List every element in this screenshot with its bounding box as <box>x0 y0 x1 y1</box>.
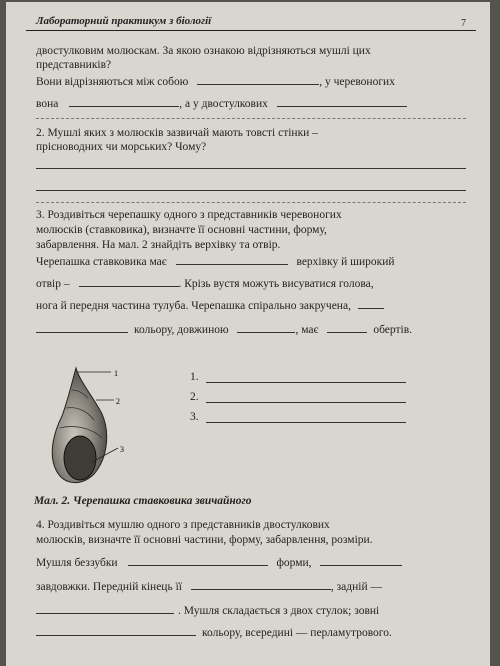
q3-line-6: нога й передня частина тулуба. Черепашка спірально закручена, <box>36 297 384 314</box>
q2-line-2: прісноводних чи морських? Чому? <box>36 141 207 153</box>
intro-line-4: вона , а у двостулкових <box>36 95 407 112</box>
separator <box>36 202 466 203</box>
q3-line-2: молюсків (ставковика), визначте її основні частини, форму, <box>36 224 327 236</box>
figure-answer-1: 1. <box>190 370 420 390</box>
answer-line[interactable] <box>206 422 406 423</box>
q4-line-1: 4. Роздивіться мушлю одного з представників двостулкових <box>36 519 330 531</box>
figure-label-1: 1 <box>114 369 118 378</box>
q3-line-1: 3. Роздивіться черепашку одного з представників черевоногих <box>36 209 342 221</box>
answer-blank[interactable] <box>79 275 179 287</box>
answer-blank[interactable] <box>197 73 319 85</box>
answer-line[interactable] <box>36 168 466 169</box>
answer-blank[interactable] <box>128 554 268 566</box>
workbook-page <box>6 2 490 666</box>
answer-blank[interactable] <box>237 321 295 333</box>
answer-line[interactable] <box>206 382 406 383</box>
answer-blank[interactable] <box>36 624 196 636</box>
q3-line-7: кольору, довжиною , має обертів. <box>36 321 412 338</box>
figure-caption: Мал. 2. Черепашка ставковика звичайного <box>34 495 252 507</box>
q4-line-6: кольору, всередині — перламутрового. <box>36 624 392 641</box>
answer-blank[interactable] <box>191 578 331 590</box>
answer-blank[interactable] <box>69 95 179 107</box>
answer-blank[interactable] <box>176 253 288 265</box>
page-number: 7 <box>461 18 466 29</box>
answer-line[interactable] <box>36 190 466 191</box>
answer-blank[interactable] <box>320 554 402 566</box>
answer-blank[interactable] <box>36 321 128 333</box>
figure-label-2: 2 <box>116 397 120 406</box>
pond-snail-shell-illustration <box>36 362 181 492</box>
q4-line-5: . Мушля складається з двох стулок; зовні <box>36 602 379 619</box>
figure-answer-list <box>190 370 420 430</box>
q4-line-4: завдовжки. Передній кінець її , задній — <box>36 578 382 595</box>
answer-blank[interactable] <box>277 95 407 107</box>
q3-line-3: забарвлення. На мал. 2 знайдіть верхівку та отвір. <box>36 239 281 251</box>
figure-answer-2: 2. <box>190 390 420 410</box>
intro-line-2: представників? <box>36 59 112 71</box>
figure-label-3: 3 <box>120 445 124 454</box>
q4-line-2: молюсків, визначте її основні частини, форму, забарвлення, розміри. <box>36 534 373 546</box>
shell-aperture <box>64 436 96 480</box>
intro-line-3: Вони відрізняються між собою , у черевоногих <box>36 73 395 90</box>
q3-line-5: отвір – . Крізь вустя можуть висуватися голова, <box>36 275 374 292</box>
header-title: Лабораторний практикум з біології <box>36 15 212 27</box>
page-header <box>26 14 476 31</box>
q2-line-1: 2. Мушлі яких з молюсків зазвичай мають товсті стінки – <box>36 127 318 139</box>
answer-blank[interactable] <box>36 602 174 614</box>
figure-answer-3: 3. <box>190 410 420 430</box>
q4-line-3: Мушля беззубки форми, <box>36 554 402 571</box>
q3-line-4: Черепашка ставковика має верхівку й широкий <box>36 253 395 270</box>
answer-line[interactable] <box>206 402 406 403</box>
separator <box>36 118 466 119</box>
answer-blank[interactable] <box>358 297 384 309</box>
answer-blank[interactable] <box>327 321 367 333</box>
intro-line-1: двостулковим молюскам. За якою ознакою відрізняються мушлі цих <box>36 45 371 57</box>
